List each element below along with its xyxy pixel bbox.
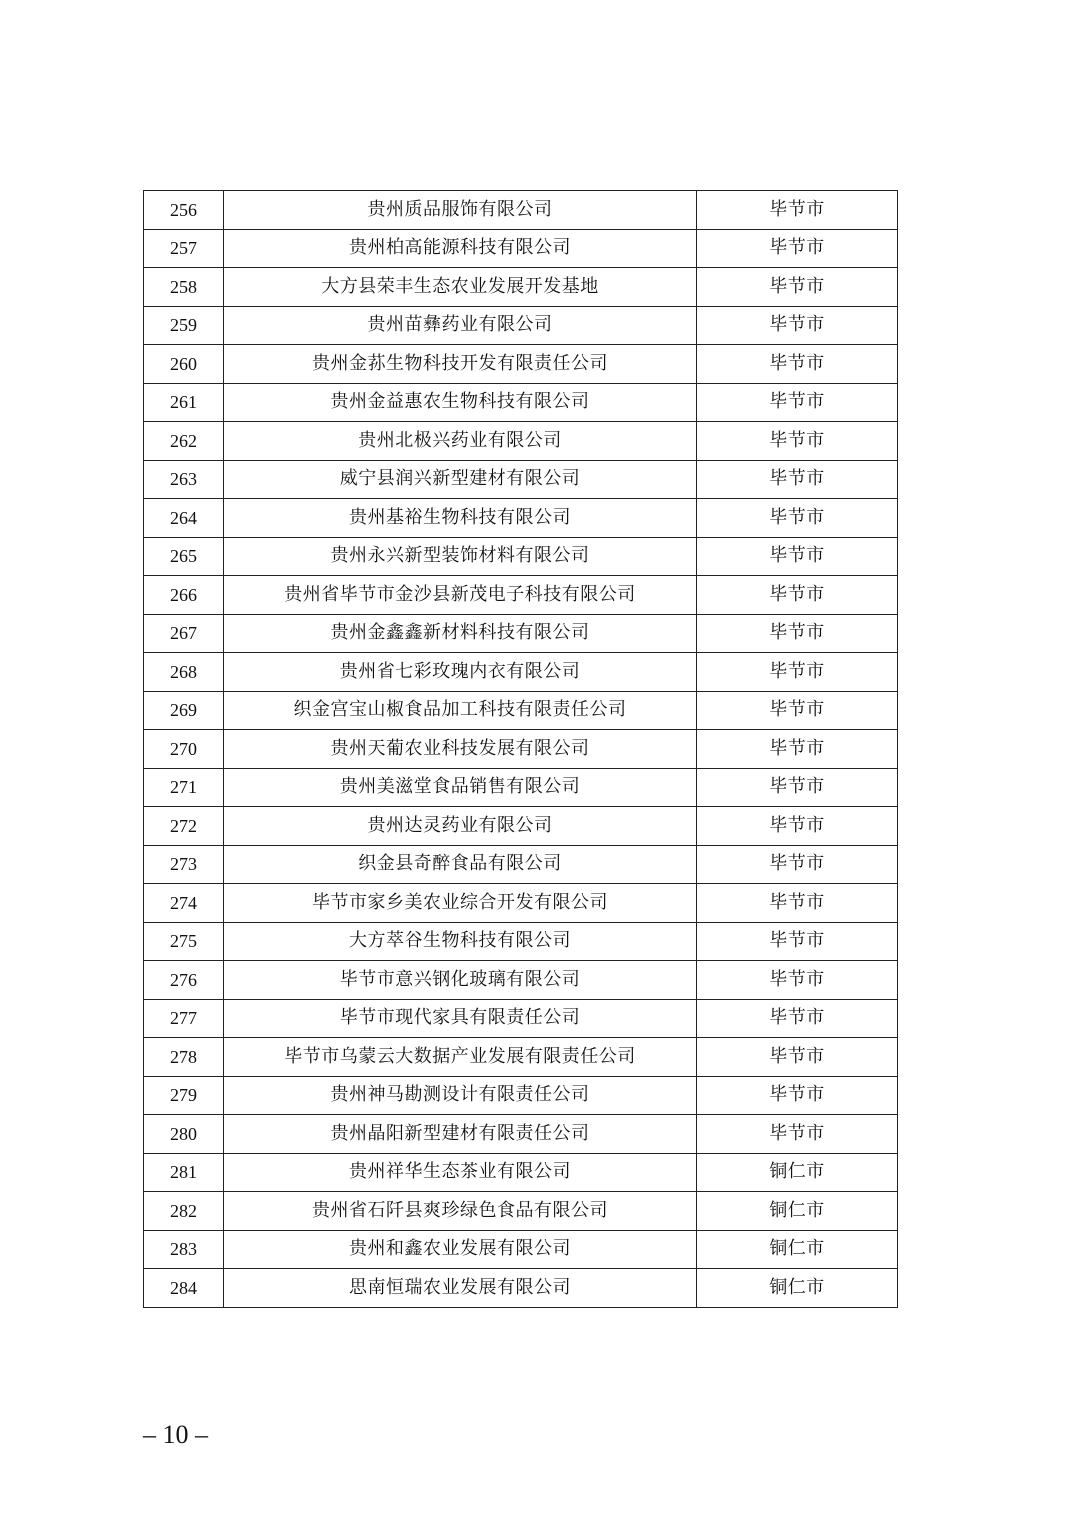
company-name-cell: 贵州神马勘测设计有限责任公司 — [224, 1076, 697, 1115]
company-name-cell: 威宁县润兴新型建材有限公司 — [224, 460, 697, 499]
city-cell: 毕节市 — [697, 653, 898, 692]
table-row — [144, 1038, 898, 1077]
table-row — [144, 884, 898, 923]
table-row — [144, 191, 898, 230]
row-number-cell: 260 — [144, 345, 224, 384]
table-row — [144, 614, 898, 653]
table-row — [144, 1192, 898, 1231]
city-cell: 毕节市 — [697, 345, 898, 384]
city-cell: 毕节市 — [697, 306, 898, 345]
city-cell: 毕节市 — [697, 614, 898, 653]
table-row — [144, 268, 898, 307]
company-name-cell: 贵州美滋堂食品销售有限公司 — [224, 768, 697, 807]
row-number-cell: 262 — [144, 422, 224, 461]
table-row — [144, 1269, 898, 1308]
table-row — [144, 460, 898, 499]
company-list-body — [144, 191, 898, 1308]
table-row — [144, 691, 898, 730]
table-row — [144, 576, 898, 615]
row-number-cell: 271 — [144, 768, 224, 807]
company-name-cell: 贵州达灵药业有限公司 — [224, 807, 697, 846]
company-name-cell: 贵州苗彝药业有限公司 — [224, 306, 697, 345]
city-cell: 毕节市 — [697, 460, 898, 499]
page-number: – 10 – — [143, 1420, 208, 1449]
city-cell: 毕节市 — [697, 922, 898, 961]
table-row — [144, 845, 898, 884]
city-cell: 毕节市 — [697, 422, 898, 461]
table-row — [144, 345, 898, 384]
table-row — [144, 306, 898, 345]
city-cell: 毕节市 — [697, 999, 898, 1038]
company-name-cell: 贵州晶阳新型建材有限责任公司 — [224, 1115, 697, 1154]
company-name-cell: 大方县荣丰生态农业发展开发基地 — [224, 268, 697, 307]
city-cell: 铜仁市 — [697, 1192, 898, 1231]
table-row — [144, 1153, 898, 1192]
row-number-cell: 275 — [144, 922, 224, 961]
row-number-cell: 279 — [144, 1076, 224, 1115]
table-row — [144, 961, 898, 1000]
table-row — [144, 653, 898, 692]
city-cell: 毕节市 — [697, 576, 898, 615]
city-cell: 铜仁市 — [697, 1230, 898, 1269]
company-name-cell: 贵州天葡农业科技发展有限公司 — [224, 730, 697, 769]
company-name-cell: 贵州省毕节市金沙县新茂电子科技有限公司 — [224, 576, 697, 615]
table-row — [144, 383, 898, 422]
city-cell: 铜仁市 — [697, 1269, 898, 1308]
table-row — [144, 768, 898, 807]
row-number-cell: 257 — [144, 229, 224, 268]
row-number-cell: 256 — [144, 191, 224, 230]
row-number-cell: 265 — [144, 537, 224, 576]
row-number-cell: 282 — [144, 1192, 224, 1231]
company-name-cell: 贵州金荪生物科技开发有限责任公司 — [224, 345, 697, 384]
row-number-cell: 258 — [144, 268, 224, 307]
table-row — [144, 537, 898, 576]
row-number-cell: 261 — [144, 383, 224, 422]
row-number-cell: 263 — [144, 460, 224, 499]
company-name-cell: 贵州省石阡县爽珍绿色食品有限公司 — [224, 1192, 697, 1231]
city-cell: 毕节市 — [697, 807, 898, 846]
table-row — [144, 422, 898, 461]
row-number-cell: 277 — [144, 999, 224, 1038]
row-number-cell: 264 — [144, 499, 224, 538]
row-number-cell: 280 — [144, 1115, 224, 1154]
city-cell: 毕节市 — [697, 191, 898, 230]
company-name-cell: 思南恒瑞农业发展有限公司 — [224, 1269, 697, 1308]
row-number-cell: 268 — [144, 653, 224, 692]
city-cell: 毕节市 — [697, 691, 898, 730]
city-cell: 毕节市 — [697, 537, 898, 576]
company-name-cell: 毕节市现代家具有限责任公司 — [224, 999, 697, 1038]
company-name-cell: 织金宫宝山椒食品加工科技有限责任公司 — [224, 691, 697, 730]
table-row — [144, 229, 898, 268]
row-number-cell: 269 — [144, 691, 224, 730]
row-number-cell: 283 — [144, 1230, 224, 1269]
company-name-cell: 贵州质品服饰有限公司 — [224, 191, 697, 230]
table-row — [144, 1076, 898, 1115]
company-name-cell: 贵州省七彩玫瑰内衣有限公司 — [224, 653, 697, 692]
row-number-cell: 278 — [144, 1038, 224, 1077]
city-cell: 毕节市 — [697, 1115, 898, 1154]
company-list-table — [143, 190, 898, 1308]
table-row — [144, 1230, 898, 1269]
table-row — [144, 999, 898, 1038]
row-number-cell: 270 — [144, 730, 224, 769]
city-cell: 铜仁市 — [697, 1153, 898, 1192]
city-cell: 毕节市 — [697, 961, 898, 1000]
company-name-cell: 贵州基裕生物科技有限公司 — [224, 499, 697, 538]
company-name-cell: 贵州柏高能源科技有限公司 — [224, 229, 697, 268]
company-name-cell: 织金县奇醉食品有限公司 — [224, 845, 697, 884]
company-name-cell: 贵州祥华生态茶业有限公司 — [224, 1153, 697, 1192]
company-name-cell: 毕节市家乡美农业综合开发有限公司 — [224, 884, 697, 923]
company-name-cell: 贵州北极兴药业有限公司 — [224, 422, 697, 461]
city-cell: 毕节市 — [697, 1038, 898, 1077]
table-row — [144, 499, 898, 538]
row-number-cell: 267 — [144, 614, 224, 653]
row-number-cell: 276 — [144, 961, 224, 1000]
row-number-cell: 272 — [144, 807, 224, 846]
city-cell: 毕节市 — [697, 1076, 898, 1115]
city-cell: 毕节市 — [697, 845, 898, 884]
company-name-cell: 贵州永兴新型装饰材料有限公司 — [224, 537, 697, 576]
company-name-cell: 毕节市意兴钢化玻璃有限公司 — [224, 961, 697, 1000]
city-cell: 毕节市 — [697, 884, 898, 923]
row-number-cell: 259 — [144, 306, 224, 345]
row-number-cell: 281 — [144, 1153, 224, 1192]
company-name-cell: 毕节市乌蒙云大数据产业发展有限责任公司 — [224, 1038, 697, 1077]
company-name-cell: 贵州金益惠农生物科技有限公司 — [224, 383, 697, 422]
table-row — [144, 922, 898, 961]
city-cell: 毕节市 — [697, 383, 898, 422]
table-row — [144, 730, 898, 769]
table-row — [144, 807, 898, 846]
city-cell: 毕节市 — [697, 768, 898, 807]
city-cell: 毕节市 — [697, 499, 898, 538]
table-row — [144, 1115, 898, 1154]
row-number-cell: 284 — [144, 1269, 224, 1308]
row-number-cell: 274 — [144, 884, 224, 923]
row-number-cell: 266 — [144, 576, 224, 615]
company-name-cell: 贵州和鑫农业发展有限公司 — [224, 1230, 697, 1269]
city-cell: 毕节市 — [697, 229, 898, 268]
company-name-cell: 贵州金鑫鑫新材料科技有限公司 — [224, 614, 697, 653]
company-name-cell: 大方萃谷生物科技有限公司 — [224, 922, 697, 961]
city-cell: 毕节市 — [697, 730, 898, 769]
city-cell: 毕节市 — [697, 268, 898, 307]
row-number-cell: 273 — [144, 845, 224, 884]
